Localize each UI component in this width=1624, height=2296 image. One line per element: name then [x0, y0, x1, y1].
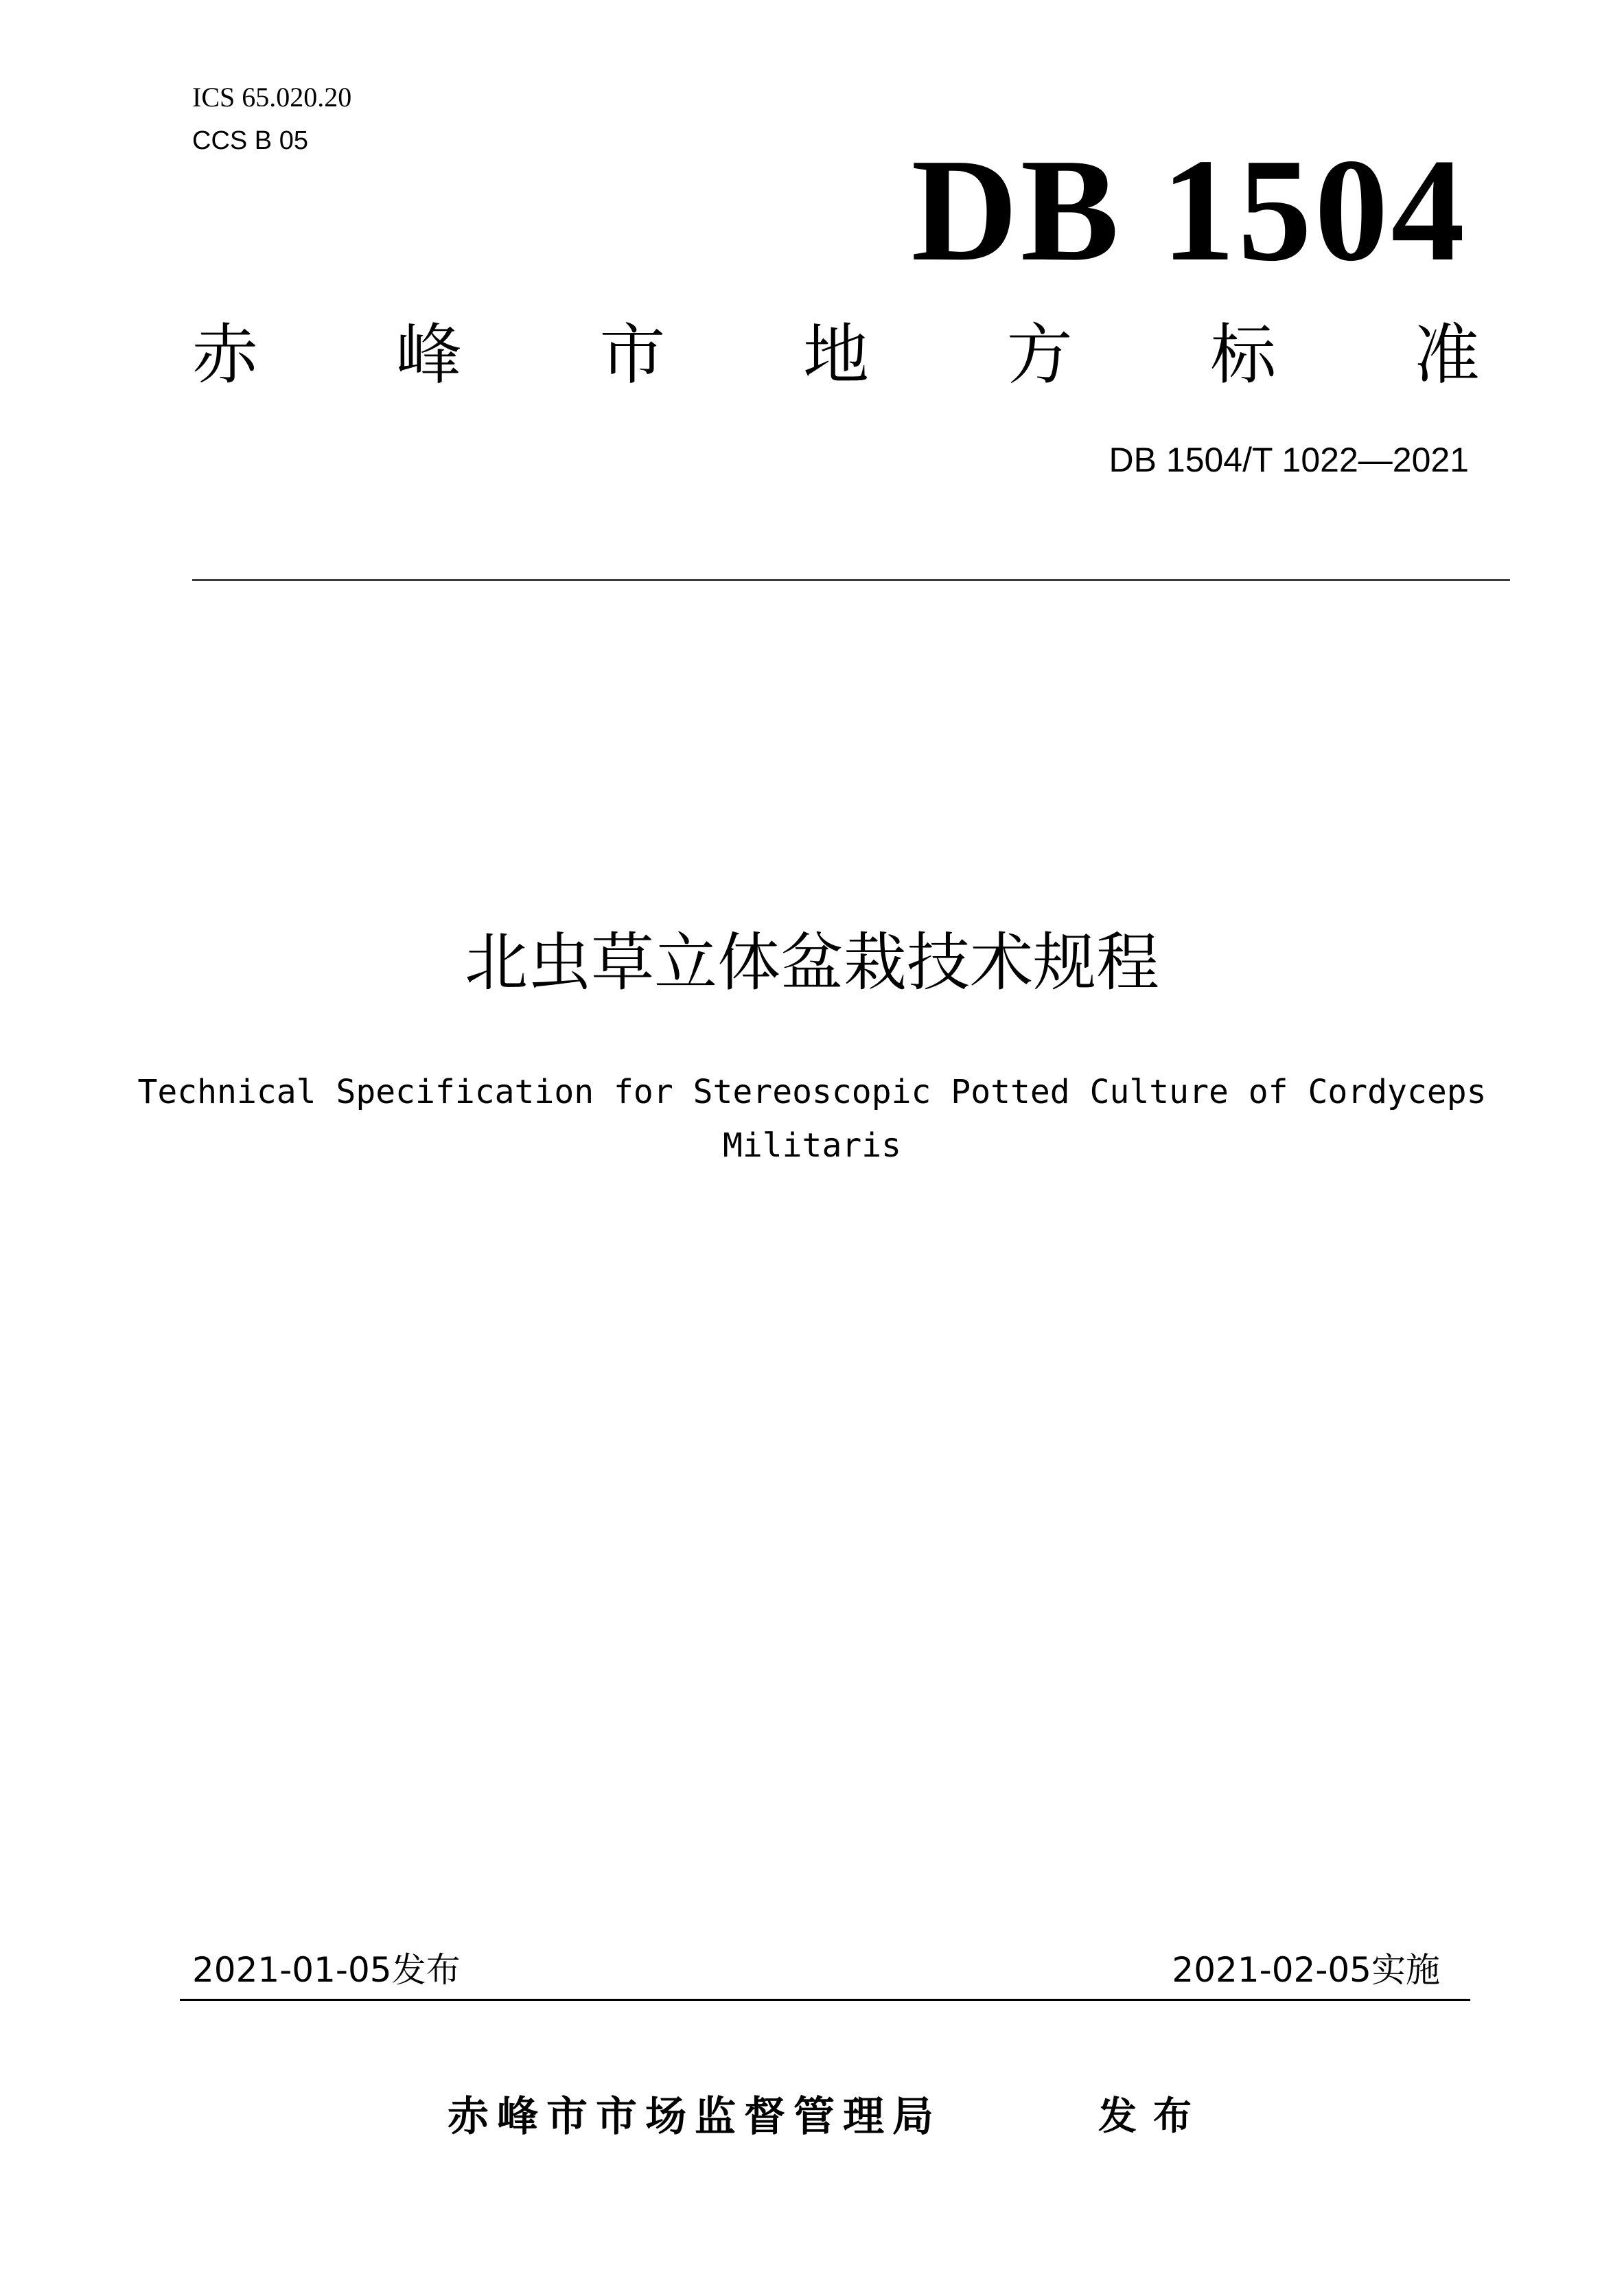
release-date: 2021-01-05发布: [192, 1950, 461, 1990]
header-divider: [192, 579, 1510, 581]
implementation-date: 2021-02-05实施: [1172, 1950, 1440, 1990]
document-title-chinese: 北虫草立体盆栽技术规程: [464, 926, 1159, 999]
standard-type-char: 标: [1210, 316, 1277, 393]
footer-divider: [180, 1999, 1470, 2001]
standard-type-char: 准: [1413, 316, 1480, 393]
db-code: DB 1504: [911, 128, 1468, 292]
standard-number: DB 1504/T 1022—2021: [1109, 441, 1469, 479]
ics-code: ICS 65.020.20: [192, 82, 352, 113]
issue-label: 发布: [1098, 2094, 1208, 2139]
standard-type-char: 方: [1006, 316, 1073, 393]
standard-type-char: 地: [802, 316, 869, 393]
standard-type-char: 市: [599, 316, 666, 393]
standard-type-char: 赤: [192, 316, 258, 393]
issuing-authority: 赤峰市市场监督管理局: [448, 2093, 942, 2141]
document-title-english: Technical Specification for Stereoscopic Potted Culture of Cordyceps Militaris: [137, 1073, 1487, 1165]
ccs-code: CCS B 05: [192, 126, 308, 155]
standard-type-char: 峰: [395, 316, 462, 393]
standard-type-title: [192, 317, 1480, 393]
